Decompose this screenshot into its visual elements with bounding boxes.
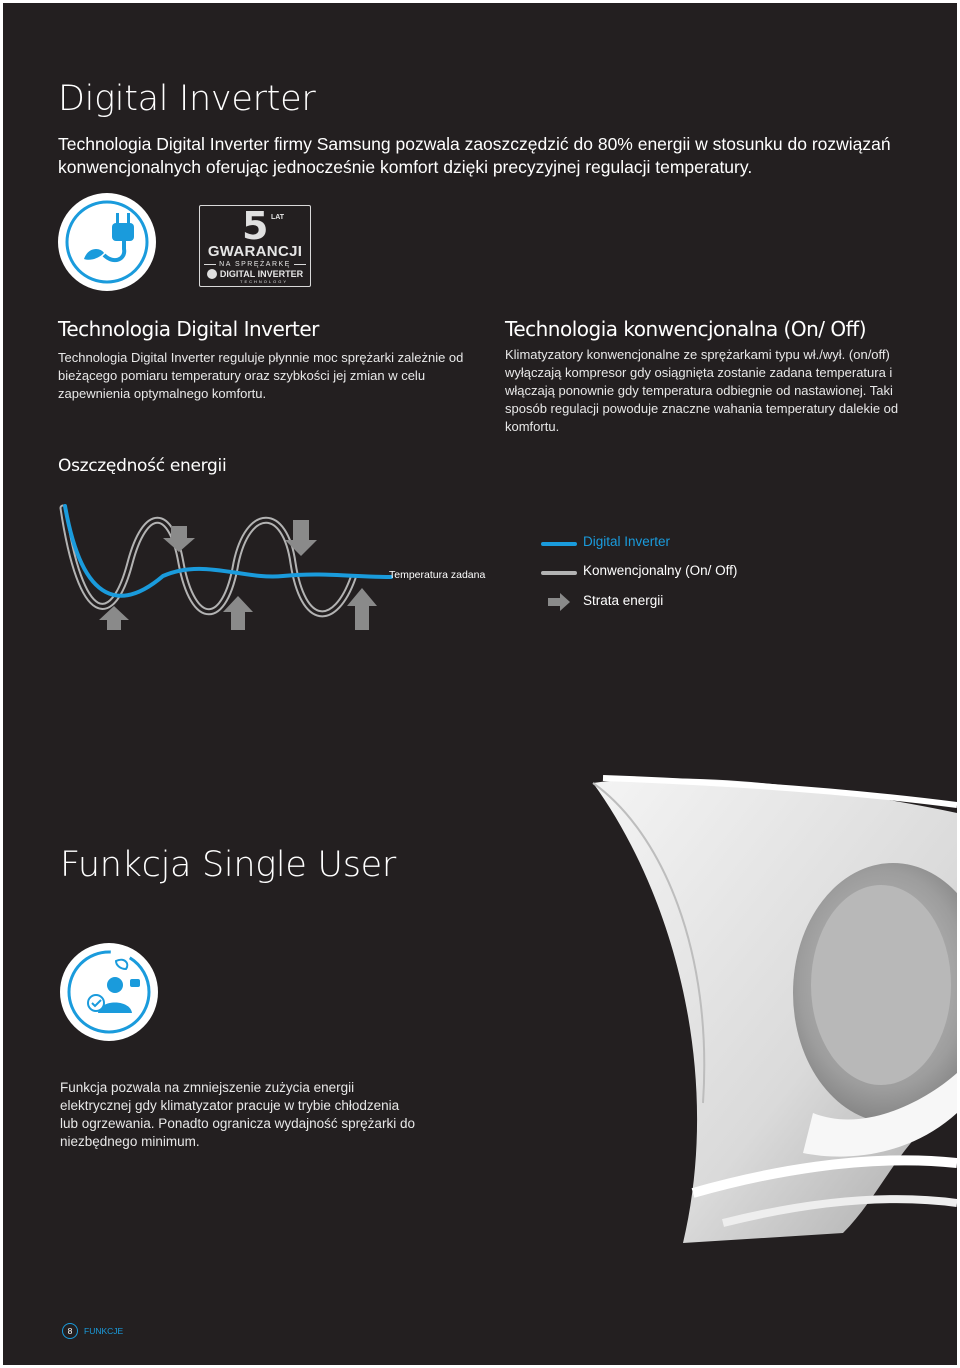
single-user-icon xyxy=(60,943,158,1041)
badge-na-sprezarke: NA SPRĘŻARKĘ xyxy=(219,261,291,268)
intro-text: Technologia Digital Inverter firmy Samsung pozwala zaoszczędzić do 80% energii w stosunku do rozwiązań konwencjonalnych oferując jednocześnie komfort dzięki precyzyjnej regulacji temperatury. xyxy=(58,134,891,177)
energy-saving-title: Oszczędność energii xyxy=(58,456,227,476)
left-column-text: Technologia Digital Inverter reguluje płynnie moc sprężarki zależnie od bieżącego pomiaru temperatury oraz szybkości jej zmian w celu zapewnienia optymalnego komfortu. xyxy=(58,350,464,401)
badge-brand: DIGITAL INVERTER xyxy=(219,269,304,279)
energy-waveform-diagram xyxy=(53,498,393,638)
warranty-badge xyxy=(199,205,311,287)
badge-gwarancji: GWARANCJI xyxy=(207,243,303,260)
page xyxy=(3,3,957,1365)
legend-loss-arrow-icon xyxy=(546,593,570,611)
badge-lat: LAT xyxy=(271,214,285,221)
eco-plug-icon xyxy=(58,193,156,291)
legend-loss-label: Strata energii xyxy=(583,593,664,608)
single-user-text: Funkcja pozwala na zmniejszenie zużycia energii elektrycznej gdy klimatyzator pracuje w trybie chłodzenia lub ogrzewania. Ponadto ogranicza wydajność sprężarki do niezbędnego minimum. xyxy=(60,1080,415,1149)
legend-conventional-swatch xyxy=(541,571,577,575)
check-icon xyxy=(88,995,104,1011)
legend-digital-swatch xyxy=(541,542,577,546)
setpoint-label: Temperatura zadana xyxy=(389,569,486,581)
section-title-single-user: Funkcja Single User xyxy=(60,845,396,885)
legend-conventional-label: Konwencjonalny (On/ Off) xyxy=(583,563,738,578)
single-user-circle xyxy=(60,943,158,1041)
conventional-curve xyxy=(63,508,353,614)
badge-number: 5 xyxy=(242,204,269,248)
legend-digital-label: Digital Inverter xyxy=(583,534,671,549)
up-arrow-icon xyxy=(347,588,377,630)
footer-section: FUNKCJE xyxy=(84,1326,124,1336)
eco-plug-circle xyxy=(58,193,156,291)
section-title-digital-inverter: Digital Inverter xyxy=(58,79,316,119)
badge-technology: TECHNOLOGY xyxy=(240,279,289,284)
right-column-heading: Technologia konwencjonalna (On/ Off) xyxy=(505,317,866,341)
left-column-heading: Technologia Digital Inverter xyxy=(58,317,319,341)
page-number: 8 xyxy=(62,1323,78,1339)
air-conditioner-image xyxy=(563,773,957,1243)
brand-logo-icon xyxy=(207,269,217,279)
right-column-text: Klimatyzatory konwencjonalne ze sprężarkami typu wł./wył. (on/off) wyłączają kompresor gdy osiągnięta zostanie zadana temperatura i włączają ponownie gdy temperatura odbiegnie od nastawionej. Taki sposób regulacji powoduje znaczne wahania temperatury dalekie od komfortu. xyxy=(505,347,899,434)
